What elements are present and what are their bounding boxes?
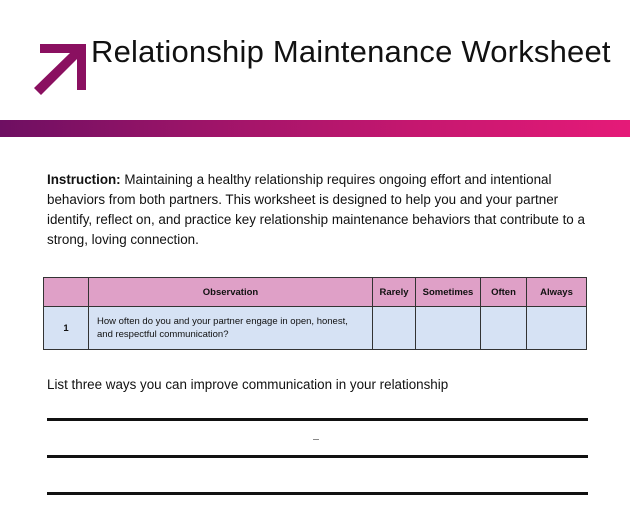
often-cell[interactable] — [481, 307, 527, 350]
rarely-cell[interactable] — [373, 307, 416, 350]
always-cell[interactable] — [527, 307, 587, 350]
instruction-paragraph — [47, 170, 603, 250]
divider-mark — [313, 439, 319, 440]
answer-line-2[interactable] — [47, 455, 588, 458]
gradient-band — [0, 120, 630, 137]
row-number: 1 — [44, 307, 89, 350]
table-row — [44, 307, 587, 350]
column-header-always: Always — [527, 278, 587, 307]
column-header-number — [44, 278, 89, 307]
answer-line-1[interactable] — [47, 418, 588, 421]
table-header-row — [44, 278, 587, 307]
instruction-label: Instruction: — [47, 172, 121, 187]
column-header-often: Often — [481, 278, 527, 307]
sometimes-cell[interactable] — [416, 307, 481, 350]
observation-table — [43, 277, 587, 350]
column-header-observation: Observation — [89, 278, 373, 307]
answer-line-3[interactable] — [47, 492, 588, 495]
arrow-up-right-icon — [34, 44, 86, 96]
column-header-sometimes: Sometimes — [416, 278, 481, 307]
column-header-rarely: Rarely — [373, 278, 416, 307]
page-title: Relationship Maintenance Worksheet — [91, 34, 611, 69]
worksheet-header — [0, 0, 630, 120]
prompt-text: List three ways you can improve communication in your relationship — [47, 377, 449, 392]
instruction-text: Maintaining a healthy relationship requires ongoing effort and intentional behaviors from both partners. This worksheet is designed to help you and your partner identify, reflect on, and practice key relationship maintenance behaviors that contribute to a strong, loving connection. — [47, 172, 585, 247]
row-question: How often do you and your partner engage in open, honest, and respectful communication? — [89, 307, 373, 350]
